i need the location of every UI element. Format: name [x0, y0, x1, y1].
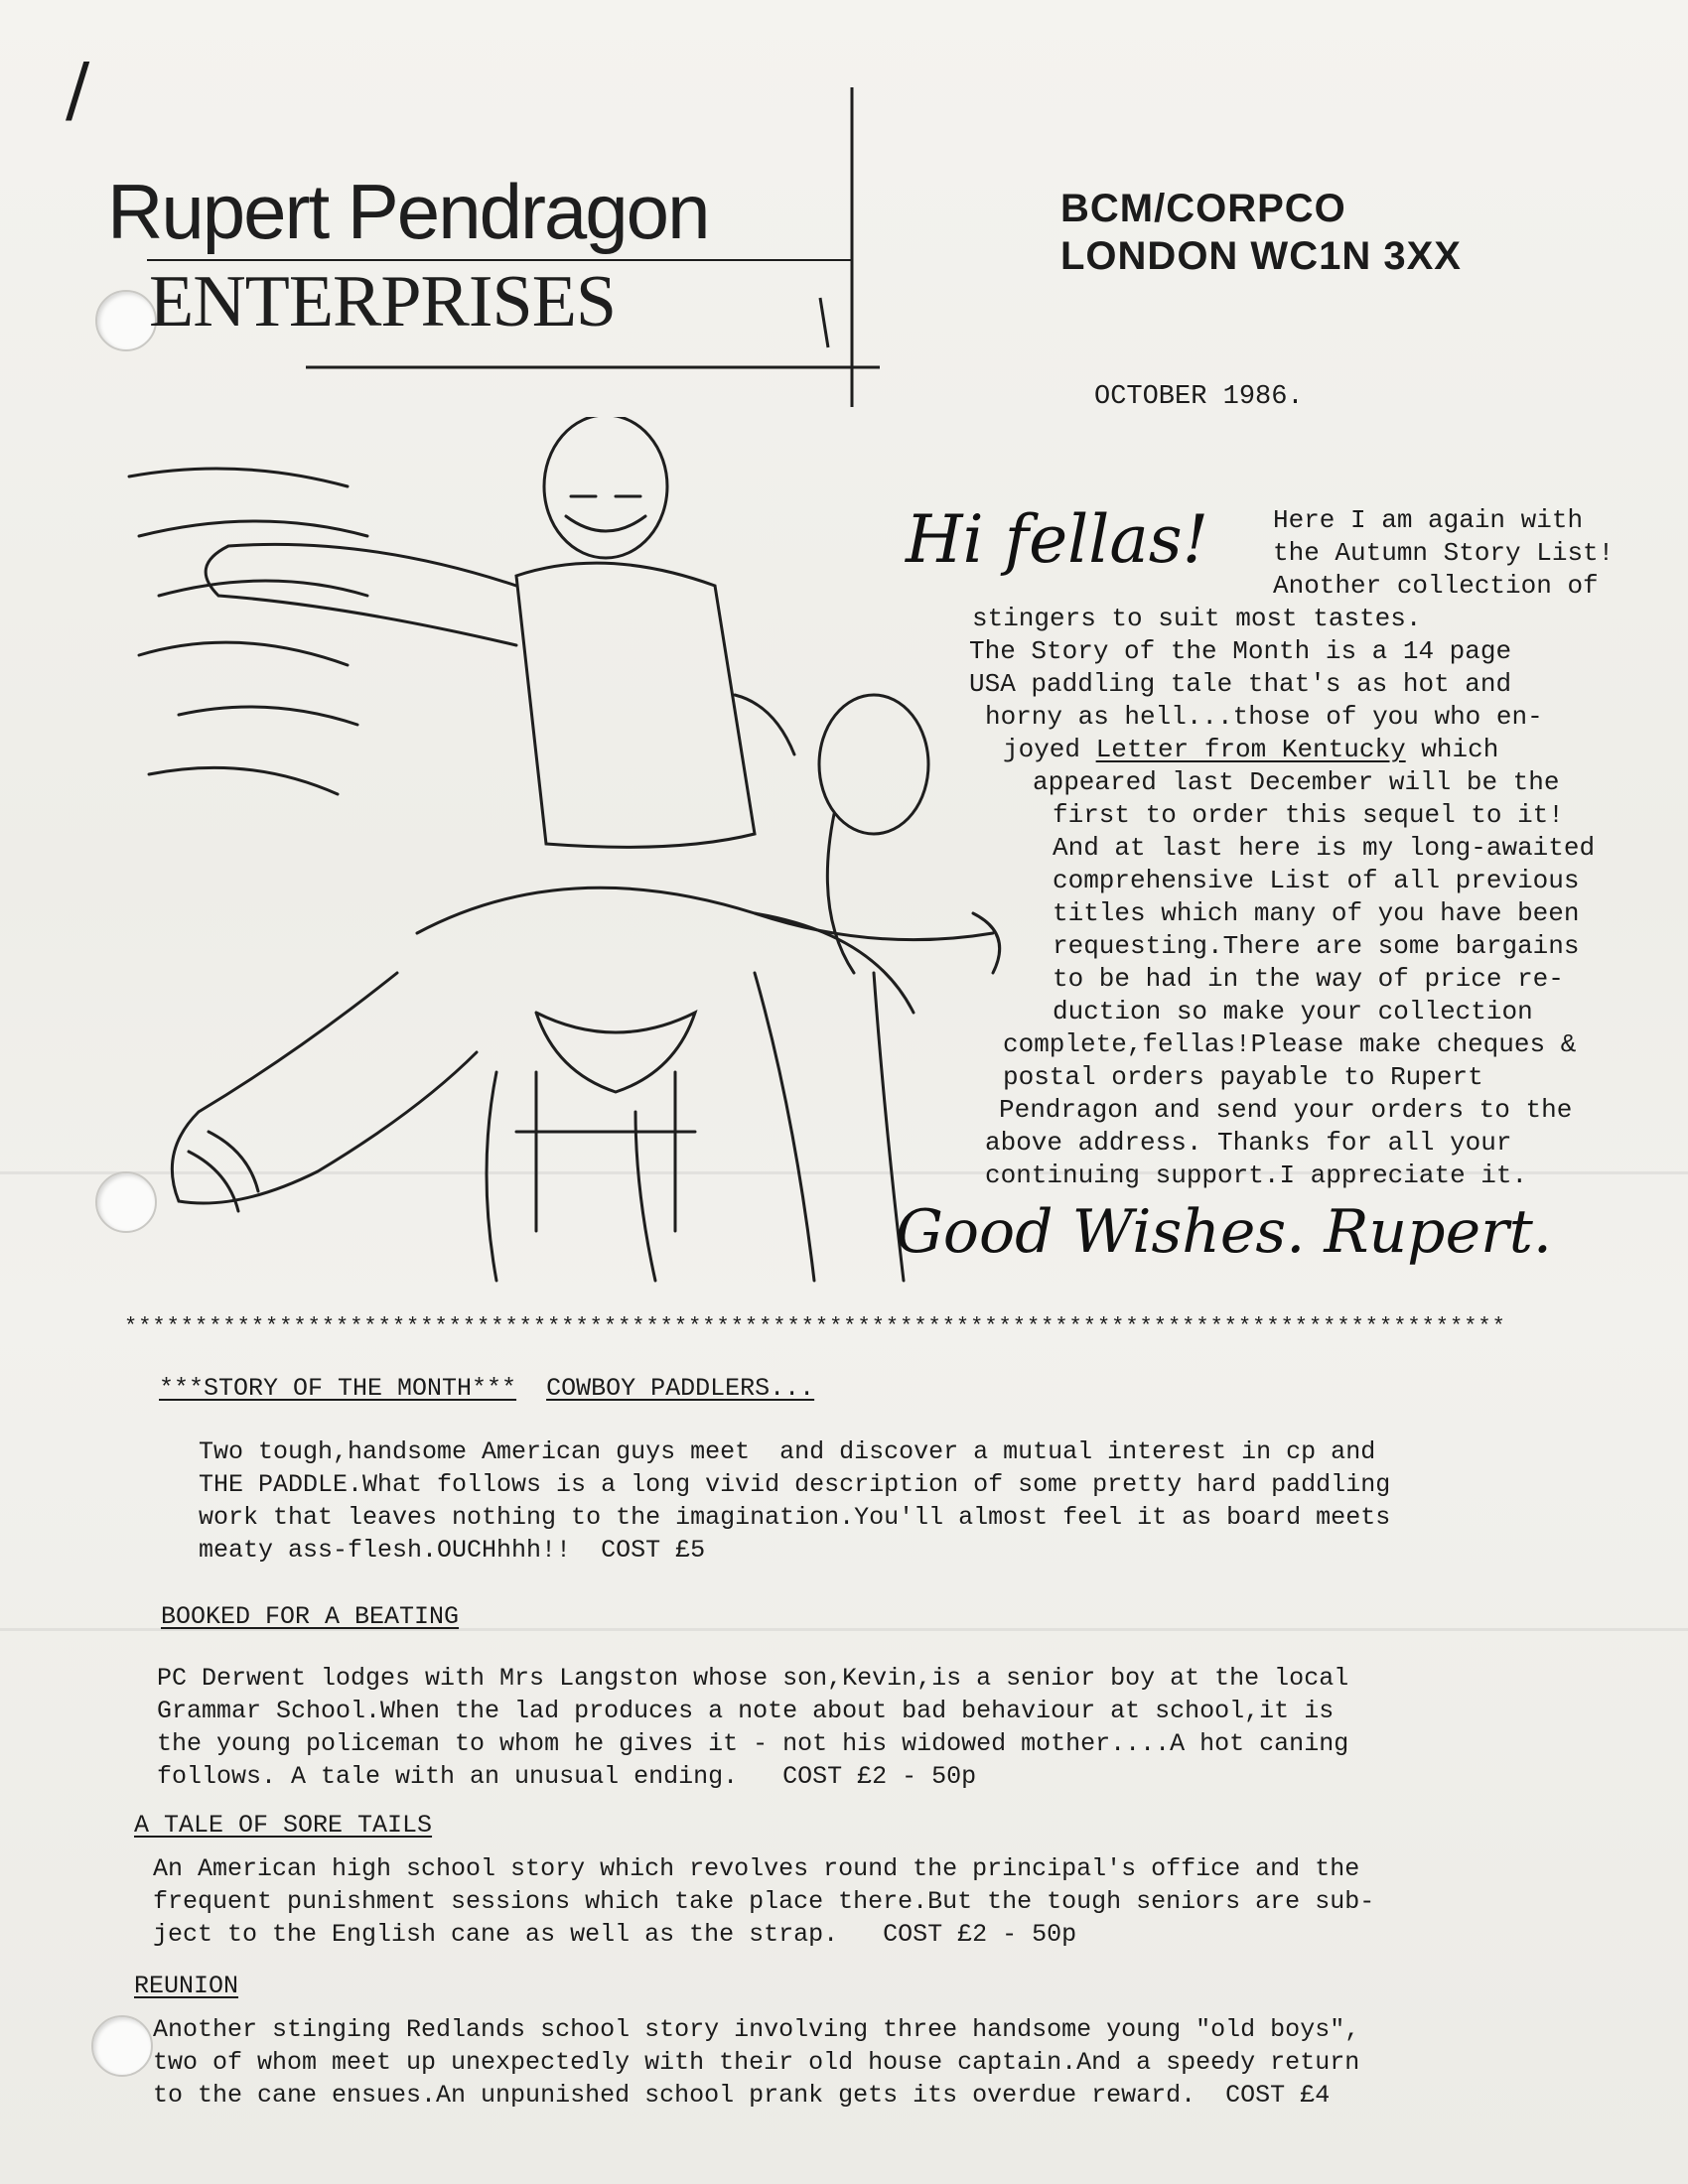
letter-date: OCTOBER 1986.	[1094, 382, 1304, 412]
punch-hole	[91, 2015, 153, 2077]
story-of-month-label: ***STORY OF THE MONTH***	[159, 1374, 517, 1403]
story-line: ject to the English cane as well as the strap. COST £2 - 50p	[153, 1920, 1077, 1949]
story-line: THE PADDLE.What follows is a long vivid description of some pretty hard paddling	[199, 1470, 1391, 1499]
letter-line: appeared last December will be the	[1033, 767, 1560, 797]
letter-line: continuing support.I appreciate it.	[985, 1160, 1528, 1190]
story-line: to the cane ensues.An unpunished school prank gets its overdue reward. COST £4	[153, 2081, 1331, 2110]
story-line: work that leaves nothing to the imagination.You'll almost feel it as board meets	[199, 1503, 1391, 1532]
letter-line: comprehensive List of all previous	[1053, 866, 1580, 895]
address-line-2: LONDON WC1N 3XX	[1060, 234, 1462, 278]
story-line: frequent punishment sessions which take place there.But the tough seniors are sub-	[153, 1887, 1375, 1916]
story-line: follows. A tale with an unusual ending. COST £2 - 50p	[157, 1762, 977, 1791]
story-line: An American high school story which revolves round the principal's office and the	[153, 1854, 1360, 1883]
story-line: Grammar School.When the lad produces a note about bad behaviour at school,it is	[157, 1697, 1335, 1725]
letter-line: Pendragon and send your orders to the	[999, 1095, 1573, 1125]
letter-line: The Story of the Month is a 14 page	[969, 636, 1512, 666]
letter-title-link: Letter from Kentucky	[1095, 735, 1406, 764]
spanking-illustration	[119, 417, 1043, 1291]
letter-line: Another collection of	[1273, 571, 1599, 601]
letter-line: complete,fellas!Please make cheques &	[1003, 1029, 1577, 1059]
letter-line: titles which many of you have been	[1053, 898, 1580, 928]
story-line: meaty ass-flesh.OUCHhhh!! COST £5	[199, 1536, 706, 1565]
story-title: COWBOY PADDLERS...	[546, 1374, 815, 1403]
greeting-handwritten: Hi fellas!	[906, 501, 1209, 578]
letter-line: And at last here is my long-awaited	[1053, 833, 1596, 863]
page-mark: /	[66, 48, 90, 131]
story-title: A TALE OF SORE TAILS	[134, 1811, 433, 1840]
story-title: REUNION	[134, 1972, 239, 2000]
asterisk-divider: **************************************************************************************************	[124, 1314, 1506, 1339]
story-line: the young policeman to whom he gives it - not his widowed mother....A hot caning	[157, 1729, 1349, 1758]
letter-line: joyed Letter from Kentucky which	[1003, 735, 1499, 764]
letter-line: first to order this sequel to it!	[1053, 800, 1564, 830]
story-line: two of whom meet up unexpectedly with their old house captain.And a speedy return	[153, 2048, 1360, 2077]
address-line-1: BCM/CORPCO	[1060, 187, 1346, 230]
letter-line: the Autumn Story List!	[1273, 538, 1615, 568]
story-line: Two tough,handsome American guys meet and discover a mutual interest in cp and	[199, 1437, 1376, 1466]
letter-line: USA paddling tale that's as hot and	[969, 669, 1512, 699]
signoff-handwritten: Good Wishes. Rupert.	[896, 1197, 1552, 1267]
story-title: BOOKED FOR A BEATING	[161, 1602, 460, 1631]
letter-line: stingers to suit most tastes.	[972, 604, 1422, 633]
letter-line: Here I am again with	[1273, 505, 1584, 535]
brand-name: Rupert Pendragon	[107, 168, 709, 255]
letter-line: requesting.There are some bargains	[1053, 931, 1580, 961]
letter-line: horny as hell...those of you who en-	[985, 702, 1543, 732]
letter-line: to be had in the way of price re-	[1053, 964, 1564, 994]
story-line: PC Derwent lodges with Mrs Langston whose son,Kevin,is a senior boy at the local	[157, 1664, 1349, 1693]
letter-line: above address. Thanks for all your	[985, 1128, 1512, 1158]
brand-enterprises: ENTERPRISES	[149, 261, 617, 342]
letter-line: postal orders payable to Rupert	[1003, 1062, 1483, 1092]
letter-line: duction so make your collection	[1053, 997, 1533, 1026]
story-heading	[159, 1372, 814, 1405]
story-line: Another stinging Redlands school story involving three handsome young "old boys",	[153, 2015, 1360, 2044]
